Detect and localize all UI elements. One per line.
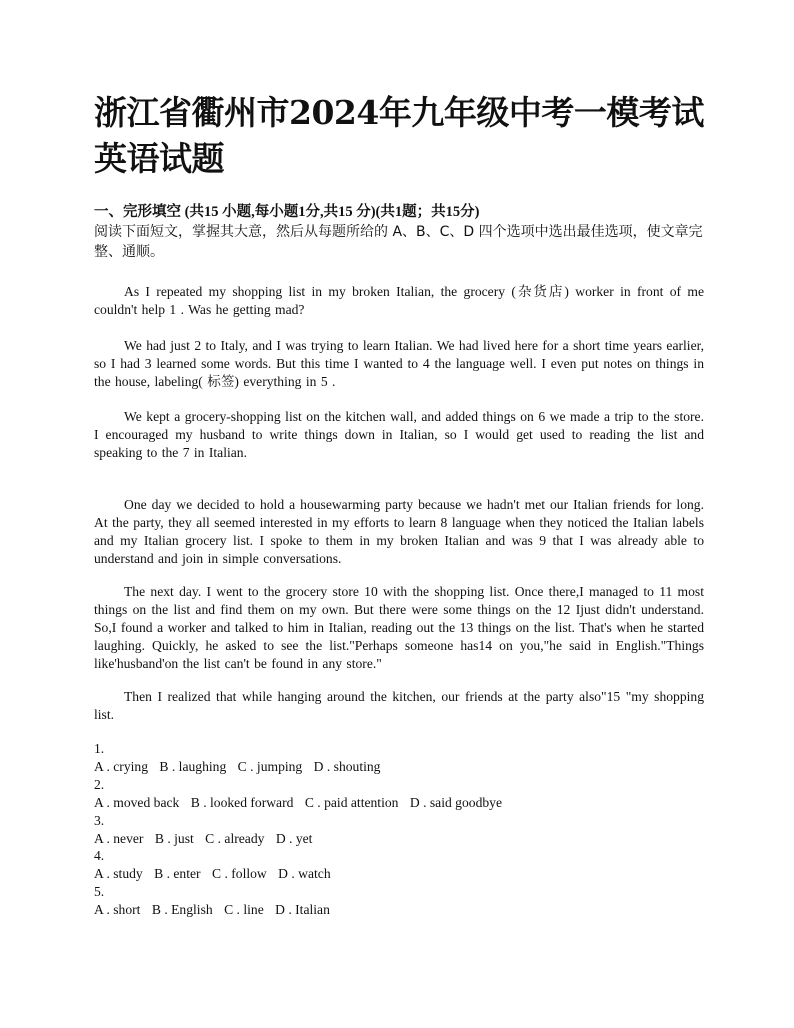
section-instructions: 阅读下面短文，掌握其大意，然后从每题所给的 A、B、C、D 四个选项中选出最佳选项，使文章完整、通顺。 [94, 224, 703, 260]
option-a[interactable]: A . crying [94, 758, 148, 774]
question-list [94, 740, 704, 919]
paragraph-text: Then I realized that while hanging around the kitchen, our friends at the party also"15 "my shopping list. [94, 689, 704, 722]
option-b[interactable]: B . English [151, 902, 213, 918]
option-c[interactable]: C . follow [211, 866, 267, 882]
question-options [94, 758, 704, 776]
option-c[interactable]: C . paid attention [304, 794, 399, 810]
paragraph-text: We kept a grocery-shopping list on the kitchen wall, and added things on 6 we made a trip to the store. I encouraged my husband to write things down in Italian, so I would get used to reading the list and speaking to the 7 in Italian. [94, 409, 704, 460]
option-b[interactable]: B . just [154, 830, 194, 846]
question-number: 2. [94, 776, 105, 792]
option-a[interactable]: A . never [94, 830, 144, 846]
option-c[interactable]: C . line [224, 902, 264, 918]
option-c[interactable]: C . already [205, 830, 265, 846]
option-a[interactable]: A . short [94, 902, 141, 918]
page-title: 浙江省衢州市2024年九年级中考一模考试英语试题 [94, 93, 704, 178]
question-options [94, 865, 704, 883]
question-options [94, 830, 704, 848]
question-item [94, 776, 704, 812]
option-d[interactable]: D . watch [278, 866, 331, 882]
option-a[interactable]: A . study [94, 866, 143, 882]
paragraph-text: The next day. I went to the grocery store 10 with the shopping list. Once there,I managed to 11 most things on the list and find them on my own. But there were some things on the 12 Ijust didn't understand. So,I found a worker and talked to him in Italian, reading out the 13 things on the list. That's when he started laughing. Quickly, he asked to see the list."Perhaps someone has14 on you,"he said in English."Things like'husband'on the list can't be found in any store." [94, 584, 704, 671]
passage-paragraph [94, 688, 704, 724]
option-d[interactable]: D . yet [275, 830, 313, 846]
option-d[interactable]: D . Italian [275, 902, 330, 918]
question-number: 3. [94, 812, 105, 828]
option-d[interactable]: D . shouting [313, 758, 381, 774]
question-item [94, 883, 704, 919]
question-number: 5. [94, 884, 105, 900]
passage-paragraph [94, 496, 704, 568]
question-options [94, 794, 704, 812]
passage-paragraph [94, 283, 704, 319]
paragraph-text: As I repeated my shopping list in my broken Italian, the grocery (杂货店) worker in front of me couldn't help 1 . Was he getting mad? [94, 284, 704, 317]
question-item [94, 812, 704, 848]
question-number: 4. [94, 848, 105, 864]
option-a[interactable]: A . moved back [94, 794, 180, 810]
option-c[interactable]: C . jumping [237, 758, 303, 774]
option-b[interactable]: B . looked forward [190, 794, 294, 810]
question-number: 1. [94, 741, 105, 756]
question-item [94, 847, 704, 883]
option-b[interactable]: B . laughing [159, 758, 227, 774]
question-options [94, 901, 704, 919]
paragraph-text: We had just 2 to Italy, and I was trying to learn Italian. We had lived here for a short time years earlier, so I had 3 learned some words. But this time I wanted to 4 the language well. I even put notes on things in the house, labeling( 标签) everything in 5 . [94, 338, 704, 389]
option-b[interactable]: B . enter [154, 866, 201, 882]
passage-paragraph [94, 408, 704, 462]
passage-paragraph [94, 583, 704, 673]
paragraph-text: One day we decided to hold a housewarming party because we hadn't met our Italian friends for long. At the party, they all seemed interested in my efforts to learn 8 language when they noticed the Italian labels and my Italian grocery list. I spoke to them in my broken Italian and was 9 that I was already able to understand and join in simple conversations. [94, 497, 704, 566]
passage-paragraph [94, 337, 704, 391]
section-heading: 一、完形填空 (共15 小题,每小题1分,共15 分)(共1题；共15分) [94, 204, 480, 220]
option-d[interactable]: D . said goodbye [409, 794, 502, 810]
question-item [94, 740, 704, 776]
